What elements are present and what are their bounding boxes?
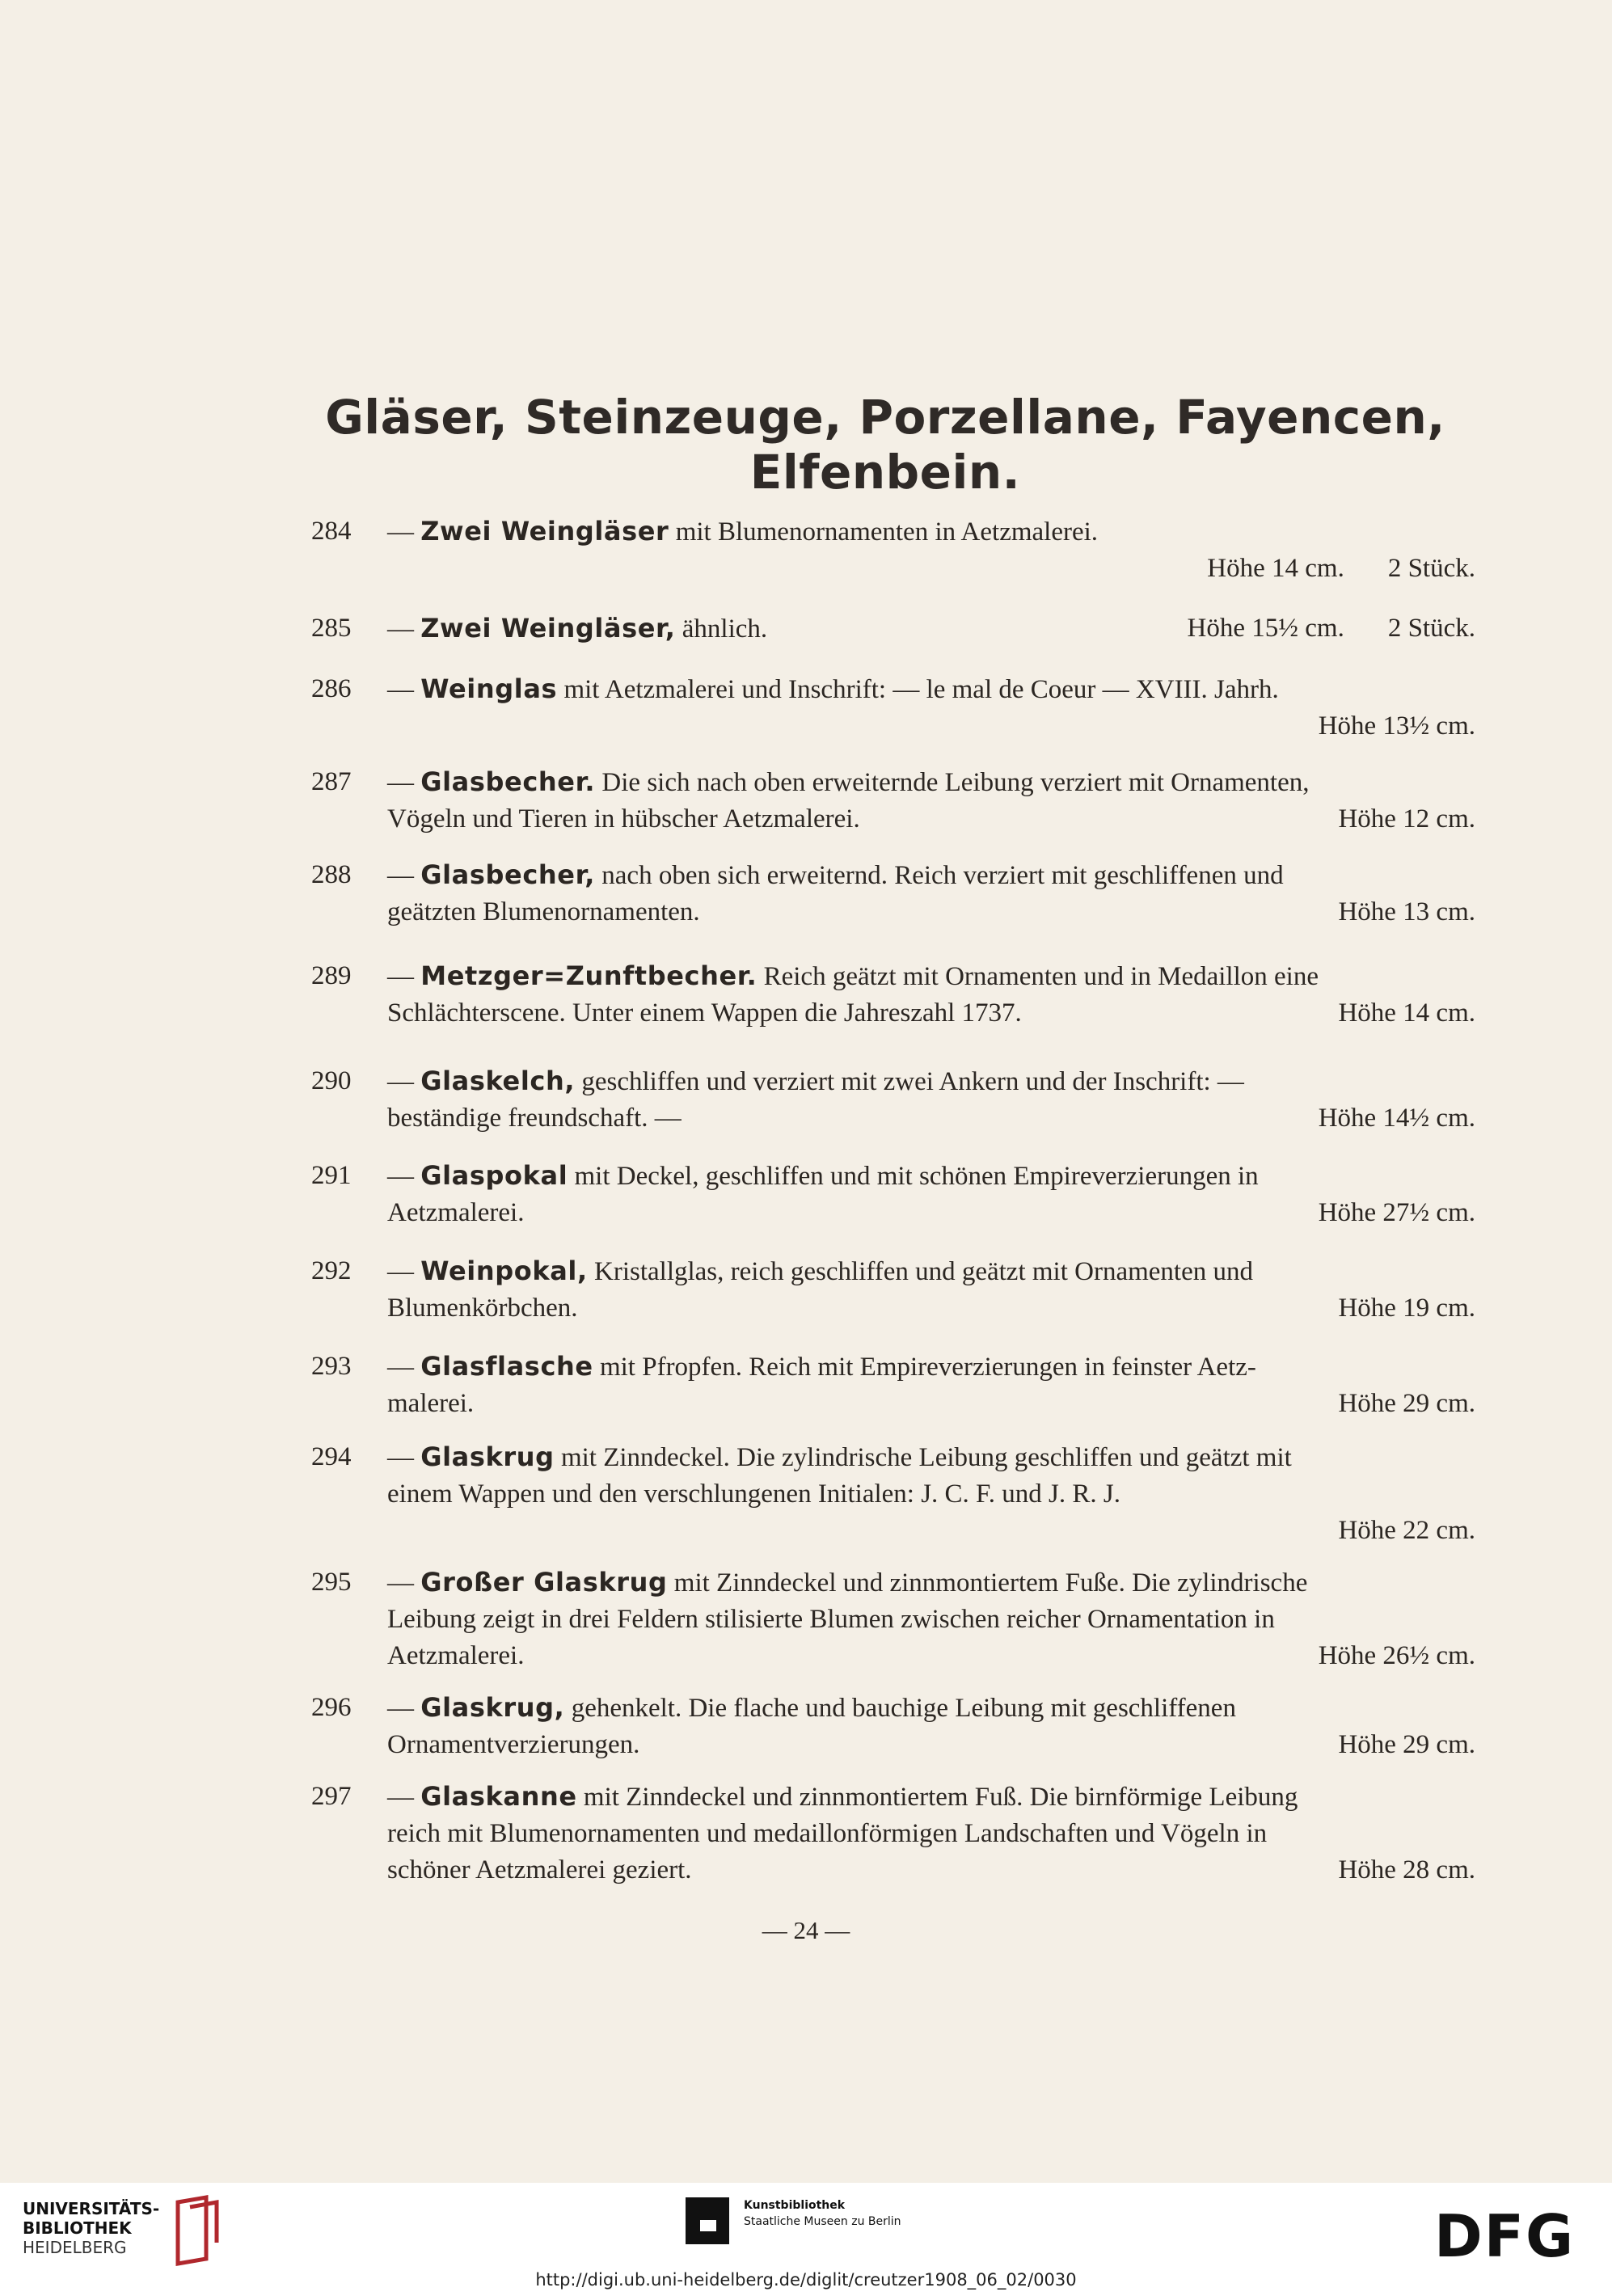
entry-height: Höhe 13 cm. xyxy=(1338,897,1475,926)
entry-number: 287 xyxy=(311,767,352,796)
entry-keyword: Glaskanne xyxy=(420,1781,577,1812)
entry-text: Kristallglas, reich geschliffen und geätzt mit Ornamenten und xyxy=(587,1257,1253,1286)
entry-keyword: Metzger=Zunftbecher. xyxy=(420,960,757,991)
entry-keyword: Glasflasche xyxy=(420,1351,593,1382)
entry-list: 284 — Zwei Weingläser mit Blumenornamenten in Aetzmalerei. Höhe 14 cm. 2 Stück. 285 — Zwei Weingläser, ähnlich. Höhe 15½ cm. 2 Stück. 286 — Weinglas mit Aetzmalerei und Inschrift: — le mal de Coeur — XVIII. Jahrh. Höhe 13½ cm. 287 — Glasbecher. Die sich nach oben erweiternde Leibung verziert mit Ornamenten, Vögeln und Tieren in hübscher Aetzmalerei. Höhe 12 cm. 288 — Glasbecher, nach oben sich erweiternd. Reich verziert mit geschliffenen und geätzten Blumenornamenten. Höhe 13 cm. 289 — Metzger=Zunftbecher. Reich geätzt mit Ornamenten und in Medaillon eine Schlächterscene. Unter einem Wappen die Jahreszahl 1737. Höhe 14 cm. 290 — Glaskelch, geschliffen und verziert mit zwei Ankern und der Inschrift: — beständige freundschaft. — Höhe 14½ cm. 291 — Glaspokal mit Deckel, geschliffen und mit schönen Empireverzierungen in Aetzmalerei. Höhe 27½ cm. 292 — Weinpokal, Kristallglas, reich geschliffen und geätzt mit Ornamenten und Blumenkörbchen. Höhe 19 cm. 293 — Glasflasche mit Pfropfen. Reich mit Empireverzierungen in feinster Aetz- malerei. Höhe 29 cm. 294 — Glaskrug mit Zinndeckel. Die zylindrische Leibung geschliffen und geätzt mit einem Wappen und den verschlungenen Initialen: J. C. F. und J. R. J. Höhe 22 cm. 295 — Großer Glaskrug mit Zinndeckel und zinnmontiertem Fuße. Die zylindrische Leibung zeigt in drei Feldern stilisierte Blumen zwischen reicher Ornamentation in Aetzmalerei. Höhe 26½ cm. 296 — Glaskrug, gehenkelt. Die flache und bauchige Leibung mit geschliffenen Ornamentverzierungen. Höhe 29 cm. 297 — Glaskanne mit Zinndeckel und zinnmontiertem Fuß. Die birnförmige Leibung reich mit Blumenornamenten und medaillonförmigen Landschaften und Vögeln in schöner Aetzmalerei geziert. Höhe 28 cm. — 24 — xyxy=(0,0,1612,1956)
entry-height: Höhe 26½ cm. xyxy=(1318,1641,1475,1670)
entry-text: gehenkelt. Die flache und bauchige Leibung mit geschliffenen xyxy=(564,1694,1236,1723)
kunstbibliothek-label[interactable]: Kunstbibliothek Staatliche Museen zu Berlin xyxy=(744,2199,901,2228)
entry-text: Reich geätzt mit Ornamenten und in Medaillon eine xyxy=(757,962,1319,991)
university-library-logo[interactable]: UNIVERSITÄTS- BIBLIOTHEK HEIDELBERG xyxy=(23,2199,160,2257)
entry-keyword: Glasbecher, xyxy=(420,859,596,890)
entry-height: Höhe 27½ cm. xyxy=(1318,1198,1475,1227)
entry-height: Höhe 28 cm. xyxy=(1338,1855,1475,1884)
entry-text: mit Blumenornamenten in Aetzmalerei. xyxy=(669,517,1099,547)
entry-text: geätzten Blumenornamenten. xyxy=(387,897,700,926)
entry-height: Höhe 19 cm. xyxy=(1338,1294,1475,1323)
page-number: — 24 — xyxy=(762,1916,850,1944)
entry-number: 297 xyxy=(311,1782,352,1811)
entry-keyword: Zwei Weingläser, xyxy=(420,613,676,644)
entry-height: Höhe 29 cm. xyxy=(1338,1389,1475,1418)
entry-text: Blumenkörbchen. xyxy=(387,1294,578,1323)
permalink-url[interactable]: http://digi.ub.uni-heidelberg.de/diglit/creutzer1908_06_02/0030 xyxy=(535,2270,1077,2290)
entry-text: reich mit Blumenornamenten und medaillonförmigen Landschaften und Vögeln in xyxy=(387,1819,1268,1848)
entry-number: 293 xyxy=(311,1352,352,1381)
entry-number: 290 xyxy=(311,1066,352,1095)
entry-height: Höhe 13½ cm. xyxy=(1318,711,1475,741)
entry-text: Die sich nach oben erweiternde Leibung verziert mit Ornamenten, xyxy=(595,768,1310,797)
entry-text: geschliffen und verziert mit zwei Ankern und der Inschrift: — xyxy=(575,1067,1244,1096)
entry-number: 284 xyxy=(311,517,352,546)
entry-keyword: Glasbecher. xyxy=(420,766,596,797)
entry-keyword: Weinglas xyxy=(420,673,558,704)
entry-keyword: Weinpokal, xyxy=(420,1256,588,1286)
entry-text: Leibung zeigt in drei Feldern stilisierte Blumen zwischen reicher Ornamentation in xyxy=(387,1605,1275,1634)
entry-text: schöner Aetzmalerei geziert. xyxy=(387,1855,692,1884)
entry-height: Höhe 22 cm. xyxy=(1338,1516,1475,1545)
entry-keyword: Großer Glaskrug xyxy=(420,1567,668,1597)
library-emblem-icon xyxy=(162,2194,226,2267)
entry-text: mit Zinndeckel und zinnmontiertem Fuße. Die zylindrische xyxy=(667,1568,1308,1597)
entry-text: einem Wappen und den verschlungenen Initialen: J. C. F. und J. R. J. xyxy=(387,1479,1120,1509)
entry-keyword: Glaskrug, xyxy=(420,1692,565,1723)
entry-number: 292 xyxy=(311,1256,352,1285)
entry-height: Höhe 14½ cm. xyxy=(1318,1104,1475,1133)
entry-text: mit Aetzmalerei und Inschrift: — le mal de Coeur — XVIII. Jahrh. xyxy=(557,675,1279,704)
entry-keyword: Glaskrug xyxy=(420,1441,555,1472)
page-title: Gläser, Steinzeuge, Porzellane, Fayencen, Elfenbein. xyxy=(325,390,1445,500)
entry-text: malerei. xyxy=(387,1389,475,1418)
entry-quantity: 2 Stück. xyxy=(1387,614,1475,643)
entry-height: Höhe 29 cm. xyxy=(1338,1730,1475,1759)
entry-number: 294 xyxy=(311,1442,352,1471)
entry-keyword: Glaskelch, xyxy=(420,1066,576,1096)
entry-height: Höhe 14 cm. xyxy=(1338,998,1475,1028)
entry-quantity: 2 Stück. xyxy=(1387,554,1475,583)
entry-text: Aetzmalerei. xyxy=(387,1198,525,1227)
entry-keyword: Zwei Weingläser xyxy=(420,516,669,547)
entry-number: 289 xyxy=(311,961,352,990)
entry-height: Höhe 15½ cm. xyxy=(1187,614,1344,643)
entry-number: 296 xyxy=(311,1693,352,1722)
entry-height: Höhe 14 cm. xyxy=(1207,554,1344,583)
entry-text: Aetzmalerei. xyxy=(387,1641,525,1670)
entry-height: Höhe 12 cm. xyxy=(1338,804,1475,834)
entry-text: Schlächterscene. Unter einem Wappen die Jahreszahl 1737. xyxy=(387,998,1022,1028)
dfg-logo[interactable]: DFG xyxy=(1434,2202,1576,2270)
entry-text: mit Pfropfen. Reich mit Empireverzierungen in feinster Aetz- xyxy=(593,1353,1256,1382)
entry-number: 286 xyxy=(311,674,352,703)
entry-text: beständige freundschaft. — xyxy=(387,1104,682,1133)
entry-keyword: Glaspokal xyxy=(420,1160,568,1191)
entry-number: 295 xyxy=(311,1568,352,1597)
entry-text: mit Zinndeckel. Die zylindrische Leibung geschliffen und geätzt mit xyxy=(554,1443,1292,1472)
entry-number: 285 xyxy=(311,614,352,643)
entry-number: 291 xyxy=(311,1161,352,1190)
entry-text: Vögeln und Tieren in hübscher Aetzmalerei. xyxy=(387,804,860,834)
entry-text: Ornamentverzierungen. xyxy=(387,1730,640,1759)
entry-text: mit Zinndeckel und zinnmontiertem Fuß. Die birnförmige Leibung xyxy=(576,1783,1298,1812)
entry-text: nach oben sich erweiternd. Reich verziert mit geschliffenen und xyxy=(595,861,1284,890)
entry-text: ähnlich. xyxy=(675,614,768,644)
kunstbibliothek-logo-icon xyxy=(684,2196,731,2246)
entry-number: 288 xyxy=(311,860,352,889)
entry-text: mit Deckel, geschliffen und mit schönen Empireverzierungen in xyxy=(568,1162,1259,1191)
